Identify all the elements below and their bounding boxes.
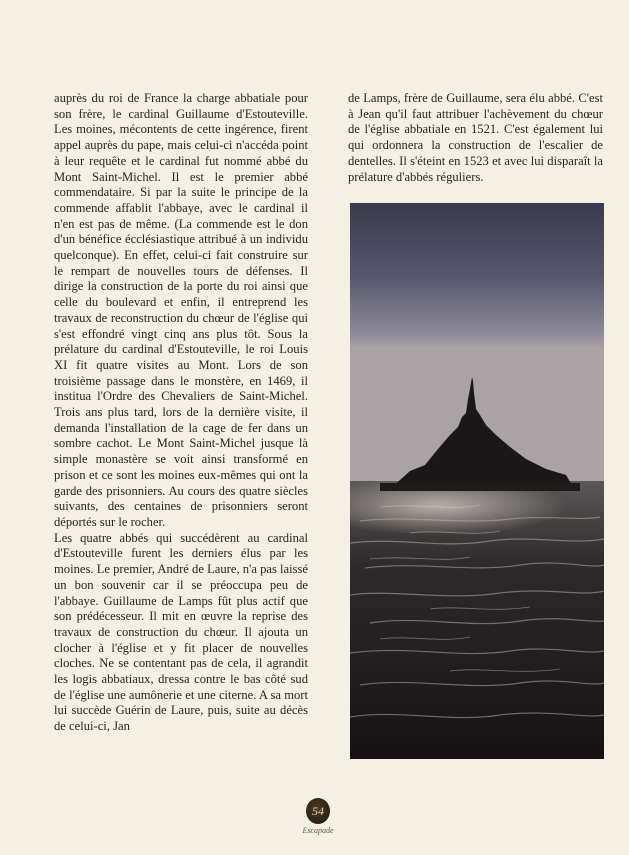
mont-saint-michel-photo [350,203,604,759]
page-number-badge: 54 [306,798,330,824]
paragraph-1: auprès du roi de France la charge abbatiale pour son frère, le cardinal Guillaume d'Estouteville. Les moines, mécontents de cette ingérence, firent appel auprès du pape, mais celui-ci n'accéda point à leur requête et le cardinal fut nommé abbé du Mont Saint-Michel. Il est le premier abbé commendataire. Si par la suite le principe de la commende affablit l'abbaye, avec le cardinal il n'en est pas de même. (La commende est le don d'un bénéfice écclésiastique attribué à un individu quelconque). En effet, celui-ci fait construire sur le rempart de nouvelles tours de défenses. Il dirige la construction de la porte du roi ainsi que celle du boulevard et enfin, il entreprend les travaux de reconstruction du chœur de l'église qui s'est effondré vingt cinq ans plus tôt. Sous la prélature du cardinal d'Estouteville, le roi Louis XI fit quatre visites au Mont. Lors de son troisième passage dans le monstère, en 1469, il institua l'Ordre des Chevaliers de Saint-Michel. Trois ans plus tard, lors de la dernière visite, il demanda l'installation de la cage de fer dans un sombre cachot. Le Mont Saint-Michel jusque là simple monastère se voit ainsi transformé en prison et ce sont les moines eux-mêmes qui ont la garde des prisonniers. Au cours des quatre siècles suivants, des centaines de prisonniers seront déportés sur le rocher. [54,91,308,529]
text-column-right [348,91,603,185]
mont-silhouette-illustration [350,203,604,759]
paragraph-2: Les quatre abbés qui succédèrent au cardinal d'Estouteville furent les derniers élus par les moines. Le premier, André de Laure, n'a pas laissé un bon souvenir car il se préoccupa peu de l'abbaye. Guillaume de Lamps fût plus actif que son prédécesseur. Il mit en œuvre la reprise des travaux de construction du chœur. Il ajouta un clocher à l'église et y fit placer de nouvelles cloches. Ne se contentant pas de cela, il agrandit les logis abbatiaux, dressa contre le bas côté sud de l'église une aumônerie et une citerne. A sa mort lui succède Guérin de Laure, puis, suite au décès de celui-ci, Jan [54,530,308,734]
text-column-left [54,91,308,735]
paragraph-3: de Lamps, frère de Guillaume, sera élu abbé. C'est à Jean qu'il faut attribuer l'achèvement du chœur de l'église abbatiale en 1521. C'est également lui qui ordonnera la construction de l'escalier de dentelles. Il s'éteint en 1523 et avec lui disparaît la prélature d'abbés réguliers. [348,91,603,184]
publication-logo: Escapade [302,826,334,835]
